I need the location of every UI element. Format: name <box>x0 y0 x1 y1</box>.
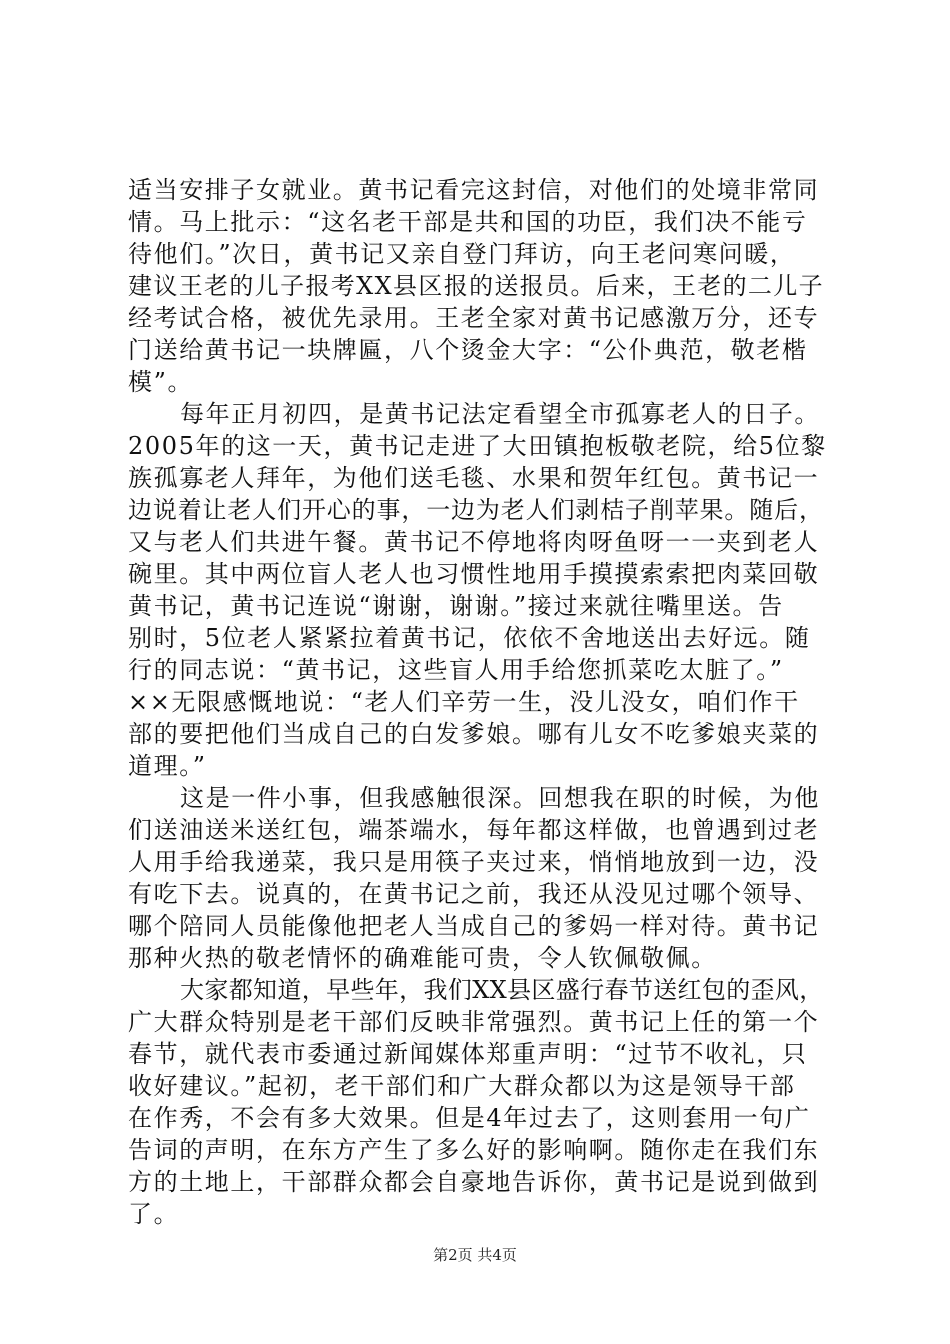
text-line: 边说着让老人们开心的事，一边为老人们剥桔子削苹果。随后， <box>128 496 824 524</box>
text-line: 部的要把他们当成自己的白发爹娘。哪有儿女不吃爹娘夹菜的 <box>128 720 820 748</box>
text-line: 情。马上批示：“这名老干部是共和国的功臣，我们决不能亏 <box>128 208 808 236</box>
text-line: 那种火热的敬老情怀的确难能可贵，令人钦佩敬佩。 <box>128 944 717 972</box>
text-line: 模”。 <box>128 368 194 396</box>
text-line: 黄书记，黄书记连说“谢谢，谢谢。”接过来就往嘴里送。告 <box>128 592 784 620</box>
page-footer: 第2页 共4页 <box>433 1246 517 1264</box>
text-line: ××无限感慨地说：“老人们辛劳一生，没儿没女，咱们作干 <box>128 688 800 716</box>
text-line: 哪个陪同人员能像他把老人当成自己的爹妈一样对待。黄书记 <box>128 912 820 940</box>
text-line: 在作秀，不会有多大效果。但是4年过去了，这则套用一句广 <box>128 1104 811 1132</box>
text-line: 行的同志说：“黄书记，这些盲人用手给您抓菜吃太脏了。” <box>128 656 784 684</box>
text-line: 道理。” <box>128 752 207 780</box>
text-line: 经考试合格，被优先录用。王老全家对黄书记感激万分，还专 <box>128 304 820 332</box>
text-line: 们送油送米送红包，端茶端水，每年都这样做，也曾遇到过老 <box>128 816 820 844</box>
text-line: 门送给黄书记一块牌匾，八个烫金大字：“公仆典范，敬老楷 <box>128 336 808 364</box>
text-line: 别时，5位老人紧紧拉着黄书记，依依不舍地送出去好远。随 <box>128 624 811 652</box>
paragraph-first-line: 每年正月初四，是黄书记法定看望全市孤寡老人的日子。 <box>180 400 820 428</box>
text-line: 待他们。”次日，黄书记又亲自登门拜访，向王老问寒问暖， <box>128 240 796 268</box>
text-line: 广大群众特别是老干部们反映非常强烈。黄书记上任的第一个 <box>128 1008 820 1036</box>
text-line: 建议王老的儿子报考XX县区报的送报员。后来，王老的二儿子 <box>128 272 824 300</box>
paragraph-first-line: 这是一件小事，但我感触很深。回想我在职的时候，为他 <box>180 784 820 812</box>
text-line: 春节，就代表市委通过新闻媒体郑重声明：“过节不收礼，只 <box>128 1040 808 1068</box>
text-line: 2005年的这一天，黄书记走进了大田镇抱板敬老院，给5位黎 <box>128 432 827 460</box>
text-line: 适当安排子女就业。黄书记看完这封信，对他们的处境非常同 <box>128 176 820 204</box>
text-line: 告词的声明，在东方产生了多么好的影响啊。随你走在我们东 <box>128 1136 820 1164</box>
text-line: 了。 <box>128 1200 180 1228</box>
text-line: 有吃下去。说真的，在黄书记之前，我还从没见过哪个领导、 <box>128 880 820 908</box>
text-line: 碗里。其中两位盲人老人也习惯性地用手摸摸索索把肉菜回敬 <box>128 560 820 588</box>
text-line: 族孤寡老人拜年，为他们送毛毯、水果和贺年红包。黄书记一 <box>128 464 820 492</box>
text-line: 人用手给我递菜，我只是用筷子夹过来，悄悄地放到一边，没 <box>128 848 820 876</box>
text-line: 收好建议。”起初，老干部们和广大群众都以为这是领导干部 <box>128 1072 796 1100</box>
text-line: 方的土地上，干部群众都会自豪地告诉你，黄书记是说到做到 <box>128 1168 820 1196</box>
body-text <box>128 174 828 1230</box>
paragraph-first-line: 大家都知道，早些年，我们XX县区盛行春节送红包的歪风， <box>180 976 824 1004</box>
text-line: 又与老人们共进午餐。黄书记不停地将肉呀鱼呀一一夹到老人 <box>128 528 820 556</box>
